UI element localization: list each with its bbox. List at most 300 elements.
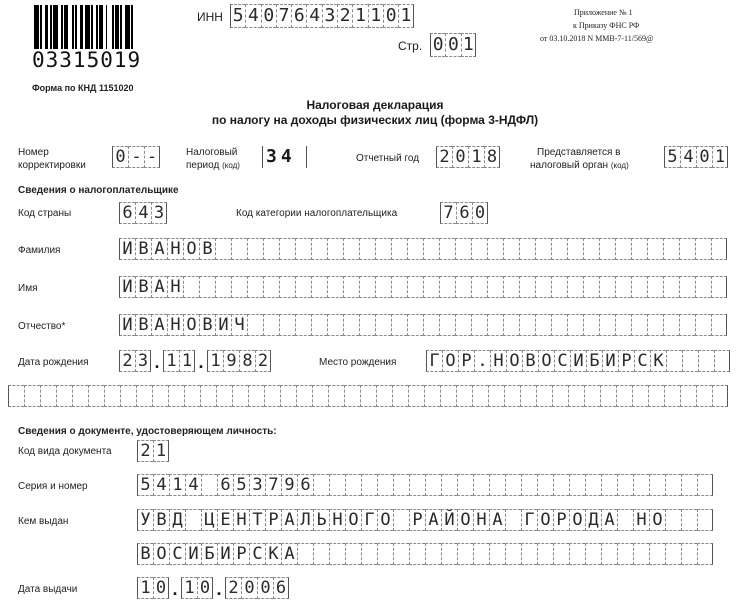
doc-type-cells[interactable] (137, 440, 169, 462)
char-cell (568, 385, 584, 407)
char-cell (665, 509, 681, 531)
char-cell: 1 (461, 33, 476, 57)
char-cell (665, 474, 681, 496)
char-cell (647, 314, 663, 336)
char-cell: В (522, 350, 538, 372)
char-cell (376, 385, 392, 407)
char-cell: А (151, 314, 167, 336)
char-cell (423, 276, 439, 298)
page-cells[interactable] (430, 33, 476, 57)
tax-period-value[interactable]: 34 (262, 146, 307, 168)
appendix-line2: к Приказу ФНС РФ (573, 21, 640, 30)
category-label: Код категории налогоплательщика (236, 208, 398, 219)
char-cell (471, 238, 487, 260)
char-cell (248, 385, 264, 407)
char-cell (168, 385, 184, 407)
char-cell (455, 314, 471, 336)
char-cell: 2 (119, 350, 135, 372)
char-cell (183, 276, 199, 298)
birth-date-field[interactable] (119, 350, 271, 374)
char-cell: С (169, 543, 185, 565)
char-cell (264, 385, 280, 407)
char-cell (24, 385, 40, 407)
char-cell: 2 (337, 4, 352, 28)
char-cell: 2 (436, 146, 452, 168)
char-cell: О (537, 509, 553, 531)
char-cell: - (128, 146, 144, 168)
char-cell: 0 (197, 577, 213, 599)
char-cell: Ь (313, 509, 329, 531)
title-line1: Налоговая декларация (306, 98, 444, 112)
char-cell (199, 276, 215, 298)
char-cell (615, 314, 631, 336)
char-cell: И (570, 350, 586, 372)
char-cell: Г (521, 509, 537, 531)
char-cell: 1 (398, 4, 413, 28)
char-cell (583, 238, 599, 260)
char-cell (696, 385, 712, 407)
birth-place-label: Место рождения (319, 357, 397, 368)
char-cell: И (215, 314, 231, 336)
char-cell (666, 350, 682, 372)
char-cell (551, 276, 567, 298)
char-cell: 4 (306, 4, 321, 28)
char-cell: 0 (472, 202, 488, 224)
char-cell (504, 385, 520, 407)
char-cell (231, 238, 247, 260)
char-cell (632, 385, 648, 407)
birth-place-cells-line2[interactable] (8, 385, 728, 407)
char-cell (215, 238, 231, 260)
char-cell: 4 (245, 4, 260, 28)
char-cell: Р (409, 509, 425, 531)
char-cell (439, 314, 455, 336)
char-cell: В (153, 509, 169, 531)
char-cell: 0 (383, 4, 398, 28)
char-cell (665, 543, 681, 565)
char-cell (519, 314, 535, 336)
patronymic-cells[interactable] (119, 314, 727, 336)
char-cell (393, 474, 409, 496)
char-cell: В (135, 238, 151, 260)
char-cell (536, 385, 552, 407)
char-cell (359, 238, 375, 260)
char-cell: 1 (181, 577, 197, 599)
appendix-line3: от 03.10.2018 N ММВ-7-11/569@ (540, 34, 654, 43)
char-cell (503, 238, 519, 260)
char-cell: 7 (440, 202, 456, 224)
char-cell: О (569, 509, 585, 531)
char-cell: Н (167, 276, 183, 298)
char-cell (407, 276, 423, 298)
char-cell (519, 276, 535, 298)
barcode-image (34, 5, 146, 49)
char-cell: 8 (484, 146, 500, 168)
char-cell: С (554, 350, 570, 372)
char-cell (647, 276, 663, 298)
char-cell (377, 543, 393, 565)
char-cell (201, 474, 217, 496)
char-cell (441, 474, 457, 496)
char-cell (679, 314, 695, 336)
char-cell: 3 (135, 350, 151, 372)
char-cell (185, 509, 201, 531)
char-cell (695, 276, 711, 298)
date-separator: . (154, 352, 160, 372)
char-cell (263, 238, 279, 260)
issue-date-field[interactable] (137, 577, 289, 601)
char-cell: А (489, 509, 505, 531)
char-cell: 0 (430, 33, 445, 57)
char-cell: . (474, 350, 490, 372)
char-cell (535, 314, 551, 336)
char-cell: И (217, 543, 233, 565)
char-cell (72, 385, 88, 407)
char-cell (327, 314, 343, 336)
char-cell: 6 (217, 474, 233, 496)
char-cell: Т (249, 509, 265, 531)
char-cell (247, 276, 263, 298)
char-cell (456, 385, 472, 407)
char-cell: 3 (151, 202, 167, 224)
char-cell (472, 385, 488, 407)
birth-day-cells[interactable] (119, 350, 151, 374)
char-cell (681, 474, 697, 496)
char-cell (714, 350, 730, 372)
char-cell: 5 (233, 474, 249, 496)
char-cell (343, 276, 359, 298)
char-cell (521, 474, 537, 496)
birth-month-cells[interactable] (163, 350, 195, 374)
char-cell: С (634, 350, 650, 372)
char-cell (680, 385, 696, 407)
country-cells[interactable] (119, 202, 167, 224)
date-separator: . (198, 352, 204, 372)
correction-label-1: Номер (18, 147, 49, 158)
char-cell: Н (633, 509, 649, 531)
char-cell (569, 543, 585, 565)
char-cell (343, 314, 359, 336)
char-cell (471, 314, 487, 336)
char-cell (537, 543, 553, 565)
char-cell (311, 314, 327, 336)
char-cell: 1 (137, 577, 153, 599)
doc-number-cells[interactable] (137, 474, 713, 496)
char-cell (279, 314, 295, 336)
date-separator: . (172, 579, 178, 599)
char-cell: 0 (696, 146, 712, 168)
char-cell (487, 276, 503, 298)
char-cell: Н (329, 509, 345, 531)
char-cell: Р (458, 350, 474, 372)
char-cell (567, 314, 583, 336)
char-cell (441, 543, 457, 565)
char-cell (393, 543, 409, 565)
char-cell (439, 238, 455, 260)
issued-by-label: Кем выдан (18, 516, 69, 527)
form-code: Форма по КНД 1151020 (32, 83, 134, 93)
char-cell (184, 385, 200, 407)
char-cell (327, 276, 343, 298)
char-cell: 0 (153, 577, 169, 599)
char-cell (345, 474, 361, 496)
report-year-label: Отчетный год (356, 153, 420, 164)
char-cell (712, 385, 728, 407)
char-cell (408, 385, 424, 407)
char-cell: О (506, 350, 522, 372)
char-cell (359, 276, 375, 298)
char-cell (375, 314, 391, 336)
char-cell: 1 (468, 146, 484, 168)
taxpayer-section-title: Сведения о налогоплательщике (18, 185, 179, 196)
document-section-title: Сведения о документе, удостоверяющем личность: (18, 426, 277, 437)
char-cell (423, 314, 439, 336)
char-cell (551, 314, 567, 336)
char-cell (585, 474, 601, 496)
char-cell (8, 385, 24, 407)
char-cell (375, 238, 391, 260)
char-cell (295, 314, 311, 336)
issued-by-cells-line1[interactable] (137, 509, 713, 531)
report-year-cells[interactable] (436, 146, 500, 168)
char-cell (600, 385, 616, 407)
char-cell (424, 385, 440, 407)
char-cell (200, 385, 216, 407)
char-cell (599, 276, 615, 298)
char-cell (391, 314, 407, 336)
char-cell (312, 385, 328, 407)
issue-year-cells[interactable] (225, 577, 289, 601)
char-cell: О (538, 350, 554, 372)
char-cell: 1 (368, 4, 383, 28)
char-cell (407, 314, 423, 336)
char-cell: В (135, 276, 151, 298)
char-cell: Д (585, 509, 601, 531)
char-cell (215, 276, 231, 298)
char-cell: С (249, 543, 265, 565)
date-separator: . (216, 579, 222, 599)
char-cell: Б (586, 350, 602, 372)
issue-month-cells[interactable] (181, 577, 213, 601)
birth-date-label: Дата рождения (18, 357, 89, 368)
char-cell (279, 238, 295, 260)
char-cell (697, 509, 713, 531)
char-cell: 5 (137, 474, 153, 496)
char-cell (681, 509, 697, 531)
char-cell: В (199, 238, 215, 260)
char-cell (520, 385, 536, 407)
char-cell (329, 543, 345, 565)
char-cell (425, 474, 441, 496)
char-cell: У (137, 509, 153, 531)
char-cell: 2 (255, 350, 271, 372)
char-cell (679, 276, 695, 298)
char-cell (552, 385, 568, 407)
char-cell (503, 314, 519, 336)
char-cell (391, 238, 407, 260)
char-cell (663, 238, 679, 260)
char-cell (296, 385, 312, 407)
char-cell (663, 314, 679, 336)
char-cell (425, 543, 441, 565)
char-cell (649, 474, 665, 496)
char-cell (392, 385, 408, 407)
char-cell (505, 509, 521, 531)
char-cell: 4 (135, 202, 151, 224)
char-cell (569, 474, 585, 496)
char-cell: А (281, 543, 297, 565)
char-cell (263, 276, 279, 298)
char-cell (551, 238, 567, 260)
char-cell (263, 314, 279, 336)
char-cell (601, 474, 617, 496)
char-cell (601, 543, 617, 565)
char-cell: К (265, 543, 281, 565)
char-cell (711, 238, 727, 260)
inn-label: ИНН (197, 10, 223, 24)
char-cell: 9 (223, 350, 239, 372)
char-cell: Н (167, 314, 183, 336)
char-cell: О (183, 314, 199, 336)
char-cell (409, 543, 425, 565)
char-cell (537, 474, 553, 496)
char-cell: А (425, 509, 441, 531)
char-cell (633, 543, 649, 565)
char-cell: 9 (281, 474, 297, 496)
char-cell (617, 474, 633, 496)
char-cell: 3 (249, 474, 265, 496)
correction-cells[interactable] (112, 146, 160, 168)
char-cell: Н (490, 350, 506, 372)
birth-place-cells[interactable] (426, 350, 730, 372)
char-cell (455, 238, 471, 260)
char-cell: Р (233, 543, 249, 565)
char-cell (40, 385, 56, 407)
char-cell (297, 543, 313, 565)
char-cell: 0 (241, 577, 257, 599)
surname-label: Фамилия (18, 245, 61, 256)
category-cells[interactable] (440, 202, 488, 224)
char-cell: 0 (112, 146, 128, 168)
char-cell (505, 474, 521, 496)
char-cell (279, 276, 295, 298)
char-cell: 6 (456, 202, 472, 224)
char-cell (521, 543, 537, 565)
char-cell: О (183, 238, 199, 260)
doc-number-label: Серия и номер (18, 481, 88, 492)
char-cell (584, 385, 600, 407)
char-cell (360, 385, 376, 407)
char-cell: 0 (452, 146, 468, 168)
char-cell: В (199, 314, 215, 336)
char-cell: А (601, 509, 617, 531)
char-cell (344, 385, 360, 407)
char-cell: 0 (445, 33, 460, 57)
char-cell (583, 276, 599, 298)
char-cell (648, 385, 664, 407)
char-cell (232, 385, 248, 407)
char-cell (487, 238, 503, 260)
doc-type-label: Код вида документа (18, 446, 112, 457)
char-cell: 2 (225, 577, 241, 599)
char-cell (457, 474, 473, 496)
name-label: Имя (18, 283, 38, 294)
char-cell (295, 276, 311, 298)
char-cell: 5 (664, 146, 680, 168)
char-cell (567, 276, 583, 298)
char-cell (361, 543, 377, 565)
tax-period-label-2: период (код) (186, 160, 240, 171)
char-cell: 5 (230, 4, 245, 28)
char-cell (681, 543, 697, 565)
issue-day-cells[interactable] (137, 577, 169, 601)
char-cell: И (119, 276, 135, 298)
name-cells[interactable] (119, 276, 727, 298)
char-cell: Н (167, 238, 183, 260)
char-cell (711, 276, 727, 298)
surname-cells[interactable] (119, 238, 727, 260)
page-label: Стр. (398, 39, 423, 53)
char-cell (455, 276, 471, 298)
char-cell (503, 276, 519, 298)
char-cell (328, 385, 344, 407)
char-cell: И (119, 238, 135, 260)
char-cell (489, 543, 505, 565)
inn-cells[interactable] (230, 4, 414, 28)
tax-period-label-1: Налоговый (186, 147, 238, 158)
char-cell: Б (201, 543, 217, 565)
char-cell (377, 474, 393, 496)
char-cell (329, 474, 345, 496)
char-cell (56, 385, 72, 407)
char-cell: 4 (680, 146, 696, 168)
char-cell (697, 474, 713, 496)
birth-year-cells[interactable] (207, 350, 271, 374)
char-cell (583, 314, 599, 336)
char-cell: Р (265, 509, 281, 531)
char-cell: 2 (137, 440, 153, 462)
char-cell (439, 276, 455, 298)
char-cell (136, 385, 152, 407)
char-cell (695, 314, 711, 336)
char-cell (488, 385, 504, 407)
issued-by-cells-line2[interactable] (137, 543, 713, 565)
char-cell (599, 238, 615, 260)
char-cell: 0 (261, 4, 276, 28)
char-cell: 6 (119, 202, 135, 224)
char-cell: 1 (163, 350, 179, 372)
char-cell: Г (426, 350, 442, 372)
char-cell: 4 (185, 474, 201, 496)
char-cell (440, 385, 456, 407)
char-cell (663, 276, 679, 298)
char-cell: О (153, 543, 169, 565)
char-cell (599, 314, 615, 336)
char-cell (247, 314, 263, 336)
tax-authority-cells[interactable] (664, 146, 728, 168)
char-cell: О (377, 509, 393, 531)
char-cell: 6 (273, 577, 289, 599)
country-label: Код страны (18, 208, 72, 219)
char-cell (631, 314, 647, 336)
char-cell: Н (473, 509, 489, 531)
char-cell (664, 385, 680, 407)
char-cell: 8 (239, 350, 255, 372)
char-cell (359, 314, 375, 336)
char-cell (120, 385, 136, 407)
char-cell (361, 474, 377, 496)
char-cell: О (457, 509, 473, 531)
